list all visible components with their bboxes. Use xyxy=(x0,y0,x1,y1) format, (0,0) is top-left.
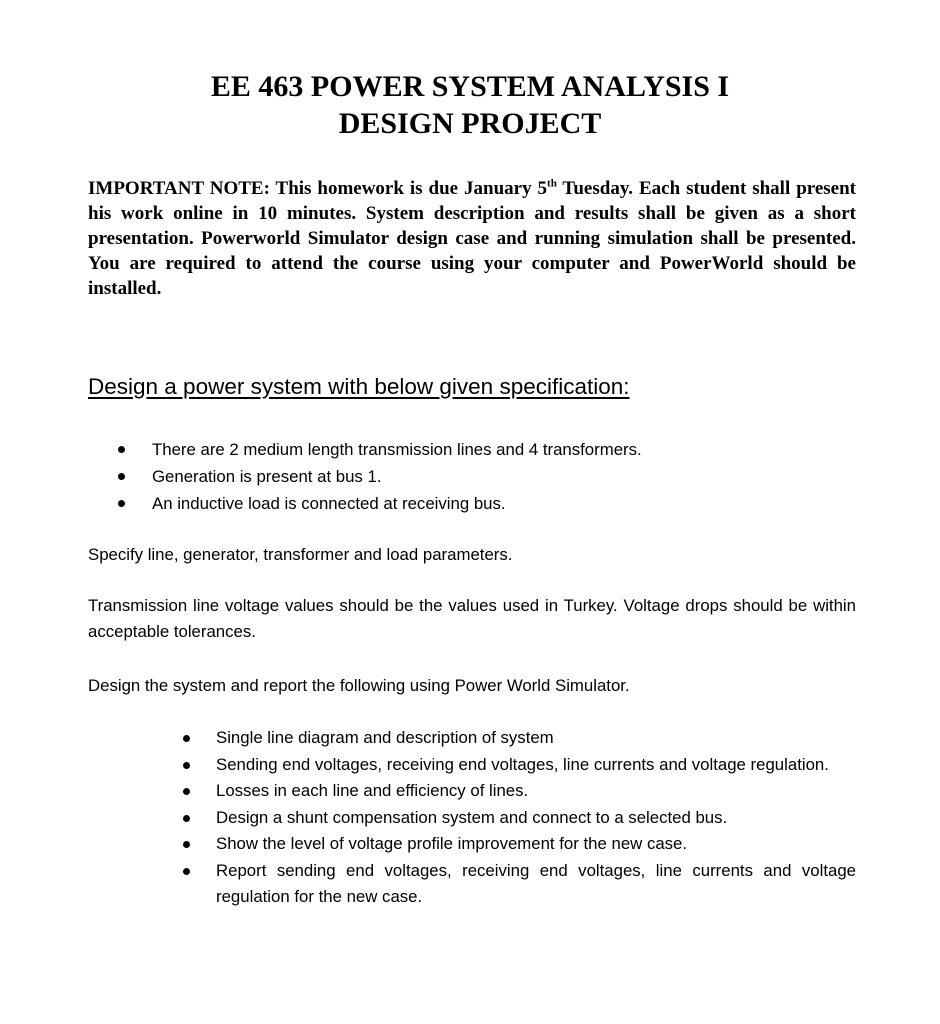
list-item xyxy=(183,805,856,832)
list-item xyxy=(183,752,856,779)
bullet-icon xyxy=(118,446,125,453)
list-item-text: Show the level of voltage profile improvement for the new case. xyxy=(216,834,688,853)
list-item-text: Design a shunt compensation system and connect to a selected bus. xyxy=(216,807,728,827)
list-item xyxy=(118,463,858,490)
list-item xyxy=(118,490,858,517)
note-superscript: th xyxy=(547,177,557,190)
paragraph-voltage: Transmission line voltage values should be the values used in Turkey. Voltage drops should be within acceptable tolerances. xyxy=(88,596,856,641)
bullet-icon xyxy=(183,841,190,848)
list-item-text: Report sending end voltages, receiving end voltages, line currents and voltage regulation for the new case. xyxy=(216,860,856,906)
paragraph-specify: Specify line, generator, transformer and load parameters. xyxy=(88,545,513,564)
list-item xyxy=(183,858,856,911)
bullet-icon xyxy=(183,868,190,875)
section-heading: Design a power system with below given specification: xyxy=(88,374,630,399)
bullet-icon xyxy=(183,815,190,822)
bullet-icon xyxy=(183,762,190,769)
list-item xyxy=(183,725,856,752)
list-item xyxy=(118,436,858,463)
list-item xyxy=(183,778,856,805)
important-note xyxy=(88,176,856,301)
bullet-icon xyxy=(183,788,190,795)
bullet-icon xyxy=(183,735,190,742)
list-item-text: Generation is present at bus 1. xyxy=(152,467,382,486)
list-item-text: Sending end voltages, receiving end voltages, line currents and voltage regulation. xyxy=(216,754,829,774)
paragraph-design: Design the system and report the following using Power World Simulator. xyxy=(88,676,630,695)
title-line-2: DESIGN PROJECT xyxy=(338,107,602,140)
report-list xyxy=(183,725,856,911)
list-item-text: Losses in each line and efficiency of lines. xyxy=(216,781,529,800)
list-item-text: There are 2 medium length transmission lines and 4 transformers. xyxy=(152,440,642,459)
note-text-end: Tuesday. Each student shall present his work online in 10 minutes. System description and results shall be given as a short presentation. Powerworld Simulator design case and running simulation shall be presented. You are required to attend the course using your computer and PowerWorld should be installed. xyxy=(88,178,857,299)
title-line-1: EE 463 POWER SYSTEM ANALYSIS I xyxy=(210,70,730,103)
bullet-icon xyxy=(118,473,125,480)
list-item-text: Single line diagram and description of system xyxy=(216,728,554,747)
list-item-text: An inductive load is connected at receiving bus. xyxy=(152,494,506,513)
bullet-icon xyxy=(118,500,125,507)
list-item xyxy=(183,831,856,858)
document-title xyxy=(0,68,940,142)
specification-list xyxy=(118,436,858,517)
note-text-start: IMPORTANT NOTE: This homework is due January 5 xyxy=(88,178,548,199)
